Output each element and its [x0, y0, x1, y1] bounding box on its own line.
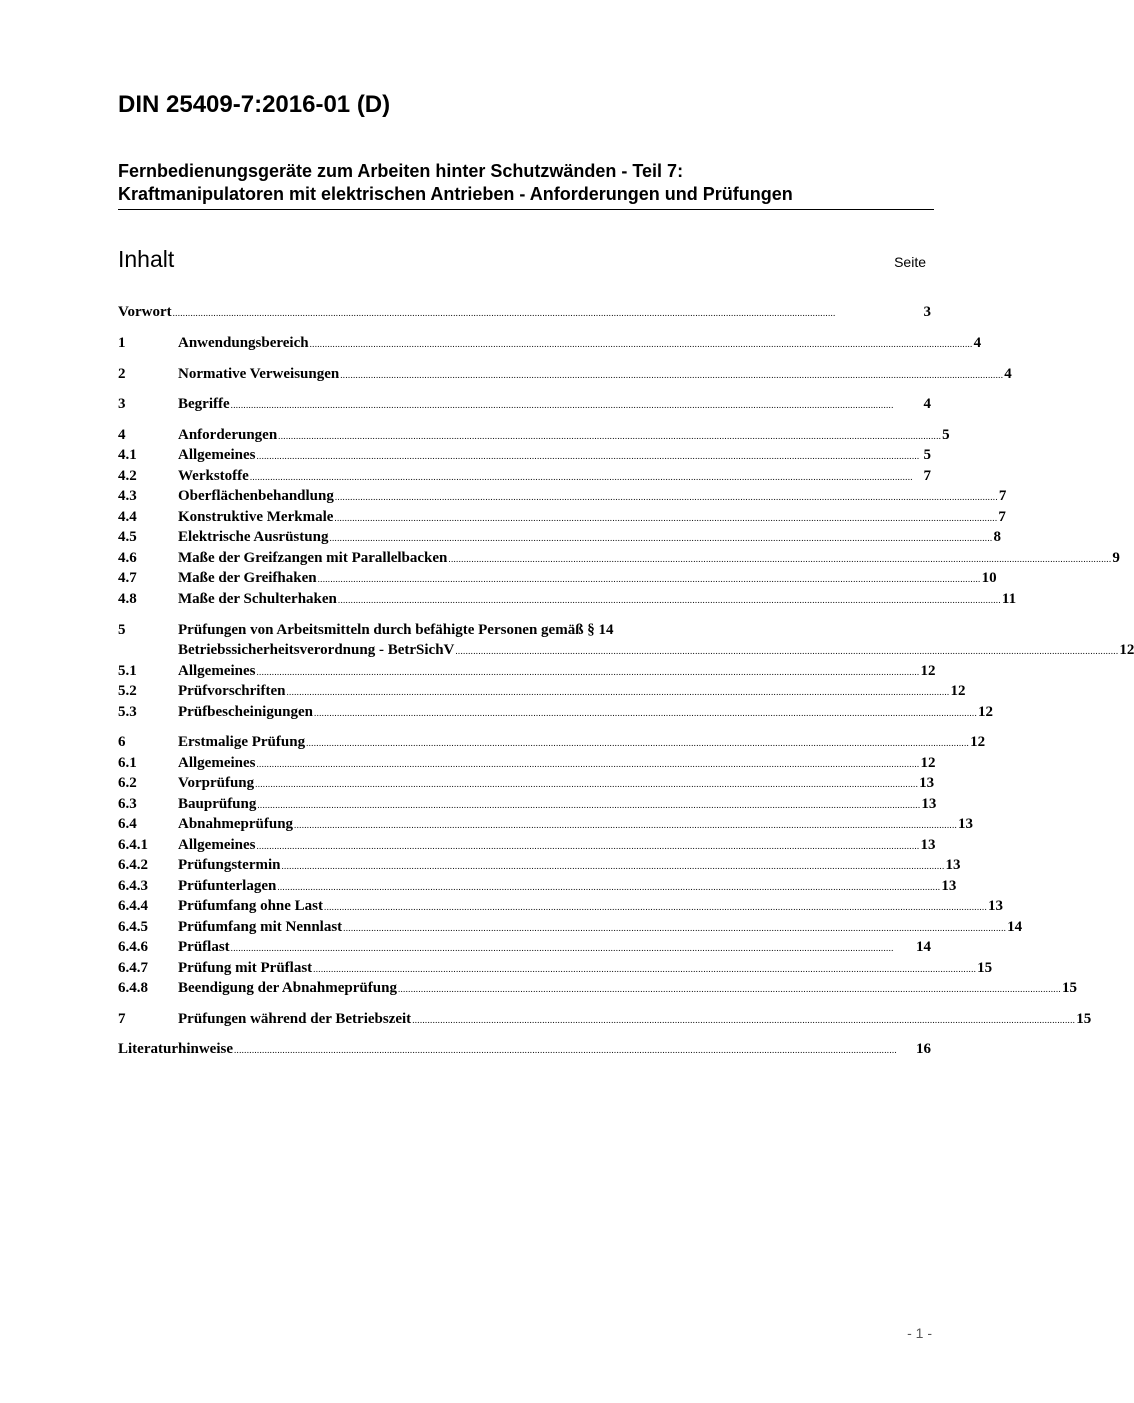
toc-entry-number: 6.1 — [118, 755, 137, 771]
page-column-label: Seite — [894, 254, 926, 270]
toc-dot-leader: .................................................................................................................................................................................................................................................................... — [412, 1015, 1076, 1025]
toc-dot-leader: .................................................................................................................................................................................................................................................................... — [255, 779, 919, 789]
toc-entry-number: 3 — [118, 396, 126, 412]
page-number: - 1 - — [907, 1325, 932, 1341]
toc-entry-number: 4.2 — [118, 468, 137, 484]
toc-entry-number: 1 — [118, 335, 126, 351]
toc-entry — [118, 333, 982, 353]
toc-entry — [118, 773, 935, 793]
toc-entry — [118, 486, 1007, 506]
toc-entry-title: Vorwort — [118, 304, 172, 320]
toc-entry-number: 4.3 — [118, 488, 137, 504]
toc-entry — [118, 1039, 931, 1059]
toc-entry — [118, 937, 931, 957]
toc-dot-leader: .................................................................................................................................................................................................................................................................... — [230, 400, 894, 410]
toc-entry — [118, 425, 950, 445]
toc-entry-number: 5.2 — [118, 683, 137, 699]
toc-entry-title: Anwendungsbereich — [178, 335, 309, 351]
toc-dot-leader: .................................................................................................................................................................................................................................................................... — [329, 533, 993, 543]
toc-entry-page: 12 — [978, 704, 994, 720]
toc-dot-leader: .................................................................................................................................................................................................................................................................... — [314, 708, 978, 718]
toc-dot-leader: .................................................................................................................................................................................................................................................................... — [334, 492, 998, 502]
toc-entry-title: Prüfvorschriften — [178, 683, 286, 699]
toc-entry-title: Prüfbescheinigungen — [178, 704, 314, 720]
toc-entry-title: Prüfumfang mit Nennlast — [178, 919, 343, 935]
toc-entry-number: 4.6 — [118, 550, 137, 566]
toc-dot-leader: .................................................................................................................................................................................................................................................................... — [334, 513, 998, 523]
toc-dot-leader: .................................................................................................................................................................................................................................................................... — [256, 841, 920, 851]
toc-entry — [118, 466, 931, 486]
toc-entry-number: 4.4 — [118, 509, 137, 525]
toc-dot-leader: .................................................................................................................................................................................................................................................................... — [281, 861, 945, 871]
toc-entry-page: 4 — [923, 396, 931, 412]
toc-dot-leader: .................................................................................................................................................................................................................................................................... — [313, 964, 977, 974]
toc-entry-title: Prüfunterlagen — [178, 878, 277, 894]
toc-dot-leader: .................................................................................................................................................................................................................................................................... — [172, 308, 836, 318]
toc-entry-title: Elektrische Ausrüstung — [178, 529, 329, 545]
toc-entry — [118, 753, 936, 773]
toc-entry — [118, 855, 961, 875]
toc-dot-leader: .................................................................................................................................................................................................................................................................... — [256, 759, 920, 769]
toc-entry-page: 4 — [973, 335, 982, 351]
toc-entry-title: Beendigung der Abnahmeprüfung — [178, 980, 397, 996]
toc-entry-title: Allgemeines — [178, 663, 256, 679]
toc-entry-title: Bauprüfung — [178, 796, 257, 812]
toc-entry-page: 13 — [920, 837, 936, 853]
toc-entry — [118, 896, 1004, 916]
toc-dot-leader: .................................................................................................................................................................................................................................................................... — [294, 820, 958, 830]
document-title: DIN 25409-7:2016-01 (D) — [118, 91, 391, 118]
toc-entry — [118, 589, 1017, 609]
toc-dot-leader: .................................................................................................................................................................................................................................................................... — [249, 472, 913, 482]
toc-entry-number: 6 — [118, 734, 126, 750]
toc-entry-page: 13 — [988, 898, 1004, 914]
toc-entry — [118, 794, 937, 814]
toc-entry-number: 6.4.6 — [118, 939, 148, 955]
toc-entry — [118, 958, 993, 978]
toc-entry-page: 13 — [941, 878, 957, 894]
toc-heading: Inhalt — [118, 246, 175, 272]
toc-entry-title: Erstmalige Prüfung — [178, 734, 306, 750]
toc-entry-page: 7 — [998, 488, 1007, 504]
toc-dot-leader: .................................................................................................................................................................................................................................................................... — [230, 943, 894, 953]
toc-entry-title: Abnahmeprüfung — [178, 816, 294, 832]
toc-entry-number: 2 — [118, 366, 126, 382]
toc-entry-page: 5 — [923, 447, 931, 463]
toc-entry-number: 6.4.4 — [118, 898, 148, 914]
toc-entry-page: 12 — [920, 663, 936, 679]
toc-entry-title: Maße der Greifhaken — [178, 570, 317, 586]
toc-entry-number: 7 — [118, 1011, 126, 1027]
toc-entry-number: 6.4.3 — [118, 878, 148, 894]
toc-dot-leader: .................................................................................................................................................................................................................................................................... — [337, 595, 1001, 605]
toc-entry — [118, 640, 1134, 660]
toc-entry-number: 6.4.2 — [118, 857, 148, 873]
toc-entry — [118, 681, 966, 701]
toc-entry — [118, 548, 1120, 568]
toc-entry — [118, 702, 994, 722]
toc-entry — [118, 814, 974, 834]
toc-entry-number: 6.3 — [118, 796, 137, 812]
toc-entry-title: Prüfungen von Arbeitsmitteln durch befähigte Personen gemäß § 14 — [178, 622, 614, 638]
toc-entry — [118, 835, 936, 855]
toc-entry-number: 5.1 — [118, 663, 137, 679]
toc-entry-page: 5 — [942, 427, 950, 443]
toc-entry-page: 13 — [945, 857, 961, 873]
toc-entry-page: 12 — [950, 683, 966, 699]
toc-entry-page: 13 — [958, 816, 974, 832]
toc-entry-number: 6.4.5 — [118, 919, 148, 935]
toc-entry-number: 4.5 — [118, 529, 137, 545]
toc-entry-number: 4.7 — [118, 570, 137, 586]
toc-dot-leader: .................................................................................................................................................................................................................................................................... — [324, 902, 988, 912]
toc-entry-number: 6.4.7 — [118, 960, 148, 976]
toc-entry — [118, 732, 986, 752]
toc-entry-page: 15 — [977, 960, 993, 976]
toc-entry-page: 9 — [1112, 550, 1120, 566]
toc-dot-leader: .................................................................................................................................................................................................................................................................... — [233, 1045, 897, 1055]
toc-entry — [118, 445, 931, 465]
toc-dot-leader: .................................................................................................................................................................................................................................................................... — [455, 646, 1119, 656]
toc-entry — [118, 527, 1001, 547]
toc-entry — [118, 507, 1006, 527]
toc-entry-title: Literaturhinweise — [118, 1041, 233, 1057]
toc-entry-page: 11 — [1001, 591, 1017, 607]
subtitle-line-2: Kraftmanipulatoren mit elektrischen Antrieben - Anforderungen und Prüfungen — [118, 184, 793, 204]
toc-entry-page: 8 — [993, 529, 1001, 545]
toc-entry-title: Vorprüfung — [178, 775, 255, 791]
toc-entry-number: 6.4.1 — [118, 837, 148, 853]
toc-entry-title: Allgemeines — [178, 837, 256, 853]
toc-entry-number: 6.4 — [118, 816, 137, 832]
toc-dot-leader: .................................................................................................................................................................................................................................................................... — [286, 687, 950, 697]
toc-entry-page: 13 — [919, 775, 935, 791]
toc-entry-page: 12 — [1119, 642, 1134, 658]
toc-entry-number: 6.2 — [118, 775, 137, 791]
toc-entry-title: Prüflast — [178, 939, 230, 955]
toc-entry-title: Prüfungstermin — [178, 857, 281, 873]
toc-entry-page: 12 — [920, 755, 936, 771]
toc-dot-leader: .................................................................................................................................................................................................................................................................... — [309, 339, 973, 349]
toc-dot-leader: .................................................................................................................................................................................................................................................................... — [277, 882, 941, 892]
toc-entry-title: Konstruktive Merkmale — [178, 509, 334, 525]
toc-entry-page: 4 — [1004, 366, 1012, 382]
toc-entry-page: 7 — [923, 468, 931, 484]
toc-entry — [118, 661, 936, 681]
toc-dot-leader: .................................................................................................................................................................................................................................................................... — [448, 554, 1112, 564]
toc-dot-leader: .................................................................................................................................................................................................................................................................... — [340, 370, 1004, 380]
toc-entry-number: 4.1 — [118, 447, 137, 463]
toc-entry-page: 14 — [916, 939, 931, 955]
toc-entry — [118, 917, 1023, 937]
toc-entry — [118, 302, 931, 322]
toc-entry-title: Maße der Schulterhaken — [178, 591, 337, 607]
toc-entry-page: 15 — [1076, 1011, 1092, 1027]
toc-entry-number: 6.4.8 — [118, 980, 148, 996]
toc-entry-page: 14 — [1007, 919, 1023, 935]
toc-entry-title: Prüfumfang ohne Last — [178, 898, 324, 914]
toc-dot-leader: .................................................................................................................................................................................................................................................................... — [397, 984, 1061, 994]
toc-entry — [118, 1009, 1092, 1029]
toc-entry — [118, 620, 931, 640]
toc-entry-page: 13 — [921, 796, 937, 812]
toc-entry-number: 5 — [118, 622, 126, 638]
toc-entry-title: Betriebssicherheitsverordnung - BetrSichV — [178, 642, 455, 658]
toc-dot-leader: .................................................................................................................................................................................................................................................................... — [317, 574, 981, 584]
toc-dot-leader: .................................................................................................................................................................................................................................................................... — [256, 667, 920, 677]
toc-dot-leader: .................................................................................................................................................................................................................................................................... — [278, 431, 942, 441]
toc-entry — [118, 394, 931, 414]
toc-entry-number: 4.8 — [118, 591, 137, 607]
toc-entry — [118, 876, 957, 896]
subtitle-line-1: Fernbedienungsgeräte zum Arbeiten hinter Schutzwänden - Teil 7: — [118, 161, 684, 181]
toc-entry-title: Maße der Greifzangen mit Parallelbacken — [178, 550, 448, 566]
toc-dot-leader: .................................................................................................................................................................................................................................................................... — [306, 738, 970, 748]
toc-entry — [118, 978, 1077, 998]
toc-entry-page: 16 — [916, 1041, 931, 1057]
toc-entry-title: Werkstoffe — [178, 468, 249, 484]
toc-entry-page: 10 — [981, 570, 997, 586]
toc-entry-title: Begriffe — [178, 396, 230, 412]
toc-entry — [118, 568, 997, 588]
toc-entry-page: 12 — [970, 734, 986, 750]
toc-dot-leader: .................................................................................................................................................................................................................................................................... — [256, 451, 920, 461]
toc-entry-page: 3 — [923, 304, 931, 320]
toc-entry-title: Anforderungen — [178, 427, 278, 443]
toc-entry-page: 7 — [998, 509, 1006, 525]
toc-entry-title: Prüfungen während der Betriebszeit — [178, 1011, 412, 1027]
toc-dot-leader: .................................................................................................................................................................................................................................................................... — [343, 923, 1007, 933]
toc-entry-number: 5.3 — [118, 704, 137, 720]
toc-entry-page: 15 — [1061, 980, 1077, 996]
toc-entry-number: 4 — [118, 427, 126, 443]
toc-entry-title: Oberflächenbehandlung — [178, 488, 334, 504]
document-subtitle — [118, 160, 934, 210]
toc-entry-title: Allgemeines — [178, 755, 256, 771]
toc-entry-title: Normative Verweisungen — [178, 366, 340, 382]
toc-entry-title: Allgemeines — [178, 447, 256, 463]
toc-dot-leader: .................................................................................................................................................................................................................................................................... — [257, 800, 921, 810]
toc-entry-title: Prüfung mit Prüflast — [178, 960, 313, 976]
toc-entry — [118, 364, 1012, 384]
